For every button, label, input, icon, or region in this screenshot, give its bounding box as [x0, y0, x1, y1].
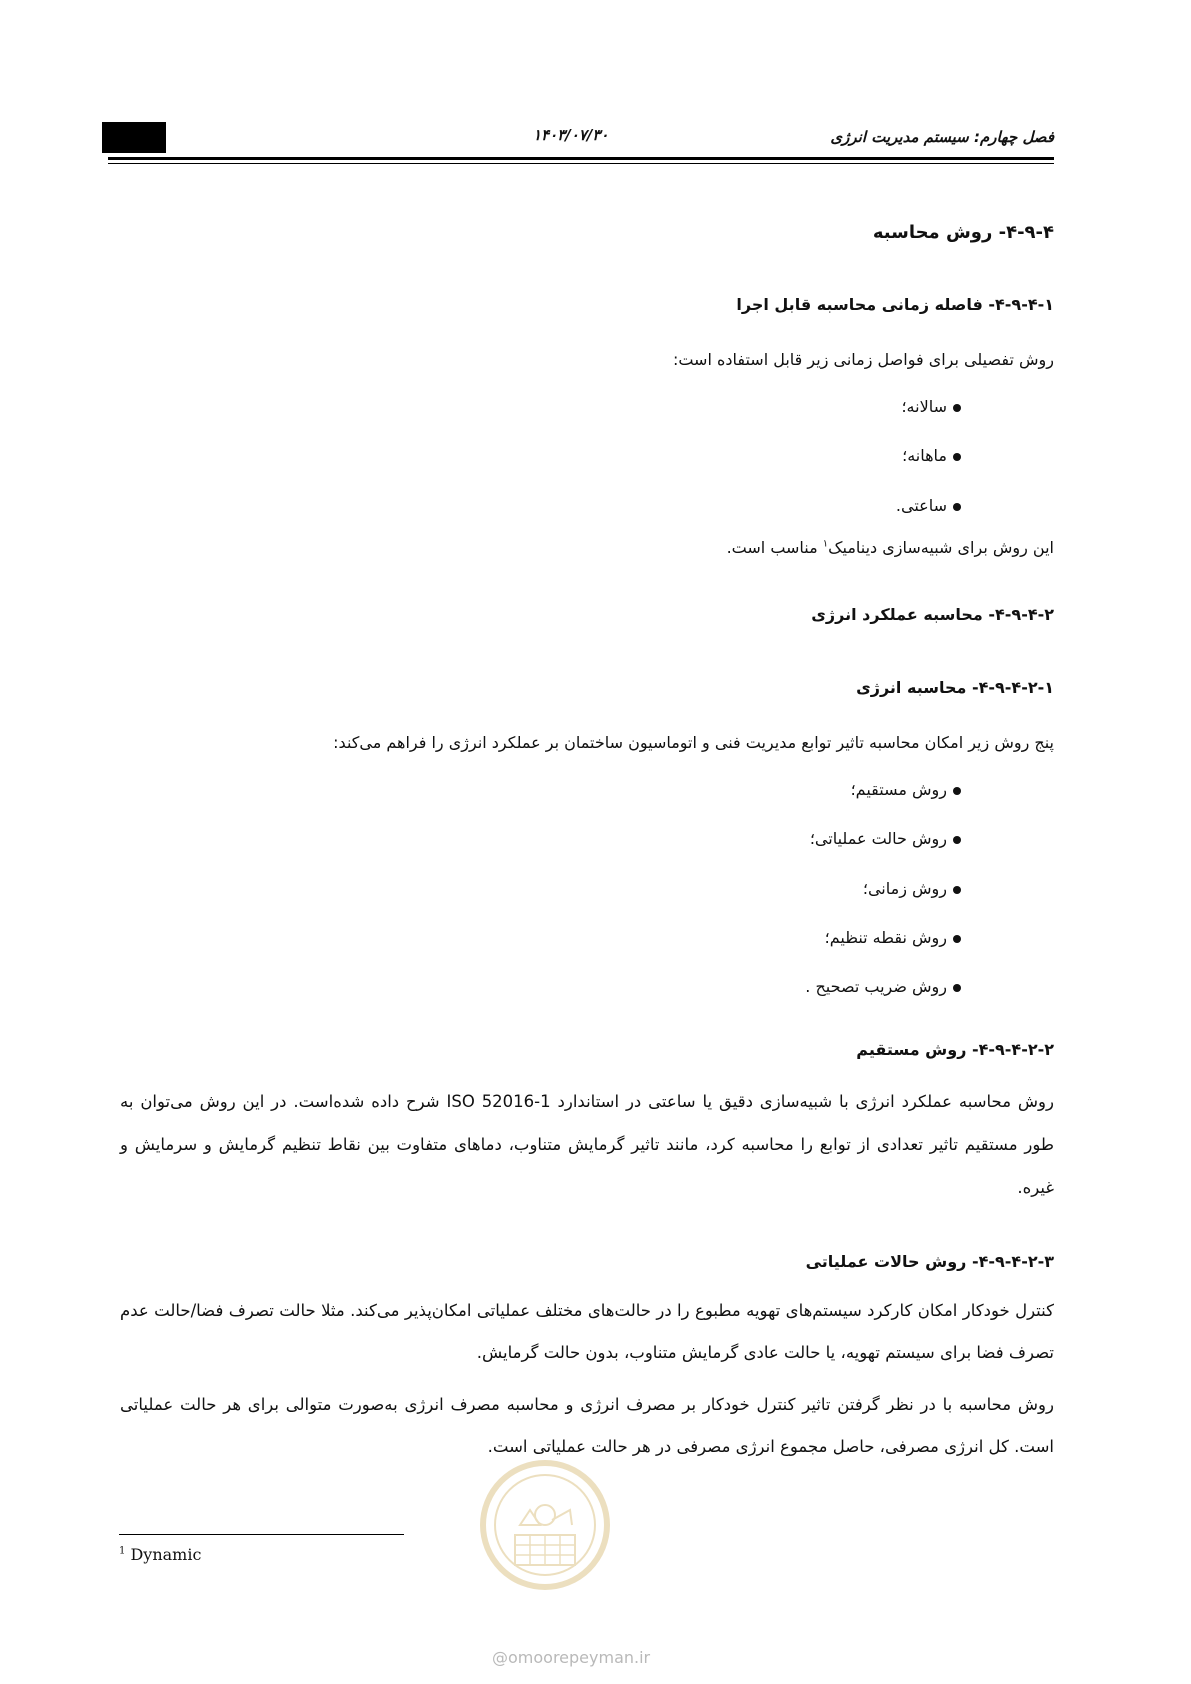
footnote-ref: ۱ — [822, 538, 829, 550]
subsection-heading-4-9-4-1: ۴-۹-۴-۱- فاصله زمانی محاسبه قابل اجرا — [736, 295, 1054, 314]
footnote-number: 1 — [119, 1545, 126, 1557]
bullet-dot — [953, 836, 961, 844]
list-item: روش ضریب تصحیح . — [805, 977, 961, 996]
bullet-dot — [953, 404, 961, 412]
subsection-heading-4-9-4-2: ۴-۹-۴-۲- محاسبه عملکرد انرژی — [811, 605, 1054, 624]
chapter-title: فصل چهارم: سیستم مدیریت انرژی — [830, 128, 1054, 146]
list-item: ساعتی. — [896, 496, 961, 515]
header-rule-thin — [108, 163, 1054, 164]
bullet-dot — [953, 935, 961, 943]
intervals-intro: روش تفصیلی برای فواصل زمانی زیر قابل استفاده است: — [672, 350, 1054, 369]
list-item: روش حالت عملیاتی؛ — [810, 829, 961, 848]
list-item: ماهانه؛ — [902, 446, 961, 465]
header-black-block — [102, 122, 166, 153]
bullet-dot — [953, 886, 961, 894]
list-item: روش نقطه تنظیم؛ — [825, 928, 961, 947]
bullet-dot — [953, 984, 961, 992]
list-item: روش زمانی؛ — [863, 879, 961, 898]
operating-states-paragraph-1: کنترل خودکار امکان کارکرد سیستم‌های تهویه مطبوع را در حالت‌های مختلف عملیاتی امکان‌پذیر می‌کند. مثلا حالت تصرف فضا/حالت عدم تصرف فضا برای سیستم تهویه، یا حالت عادی گرمایش متناوب، بدون حالت گرمایش. — [120, 1301, 1054, 1362]
footnote — [119, 1545, 201, 1564]
at-icon: @ — [492, 1648, 508, 1667]
subsection-heading-4-9-4-2-1: ۴-۹-۴-۲-۱- محاسبه انرژی — [856, 678, 1054, 697]
footnote-rule — [119, 1534, 404, 1535]
footnote-text: Dynamic — [130, 1545, 202, 1564]
bullet-dot — [953, 453, 961, 461]
subsection-heading-4-9-4-2-3: ۴-۹-۴-۲-۳- روش حالات عملیاتی — [805, 1252, 1054, 1271]
direct-method-paragraph: روش محاسبه عملکرد انرژی با شبیه‌سازی دقیق یا ساعتی در استاندارد ISO 52016-1 شرح داده شده‌است. در این روش می‌توان به طور مستقیم تاثیر تعدادی از توابع را محاسبه کرد، مانند تاثیر گرمایش متناوب، دماهای متفاوت بین نقاط تنظیم گرمایش و سرمایش و غیره. — [120, 1092, 1054, 1197]
bullet-dot — [953, 503, 961, 511]
operating-states-paragraph-2: روش محاسبه با در نظر گرفتن تاثیر کنترل خودکار بر مصرف انرژی و محاسبه مصرف انرژی به‌صورت متوالی برای هر حالت عملیاتی است. کل انرژی مصرفی، حاصل مجموع انرژی مصرفی در هر حالت عملیاتی است. — [120, 1395, 1054, 1456]
watermark-site: @omoorepeyman.ir — [492, 1648, 651, 1667]
watermark-logo — [480, 1440, 610, 1610]
list-item: سالانه؛ — [901, 397, 961, 416]
list-item: روش مستقیم؛ — [851, 780, 961, 799]
dynamic-sentence: این روش برای شبیه‌سازی دینامیک$^۱$ مناسب است. — [726, 538, 1054, 557]
header-rule-thick — [108, 157, 1054, 160]
methods-intro: پنج روش زیر امکان محاسبه تاثیر توابع مدیریت فنی و اتوماسیون ساختمان بر عملکرد انرژی را فراهم می‌کند: — [333, 733, 1054, 752]
section-heading-4-9-4: ۴-۹-۴- روش محاسبه — [872, 222, 1054, 243]
subsection-heading-4-9-4-2-2: ۴-۹-۴-۲-۲- روش مستقیم — [856, 1040, 1054, 1059]
bullet-dot — [953, 787, 961, 795]
header-date: ۱۴۰۳/۰۷/۳۰ — [533, 126, 609, 144]
